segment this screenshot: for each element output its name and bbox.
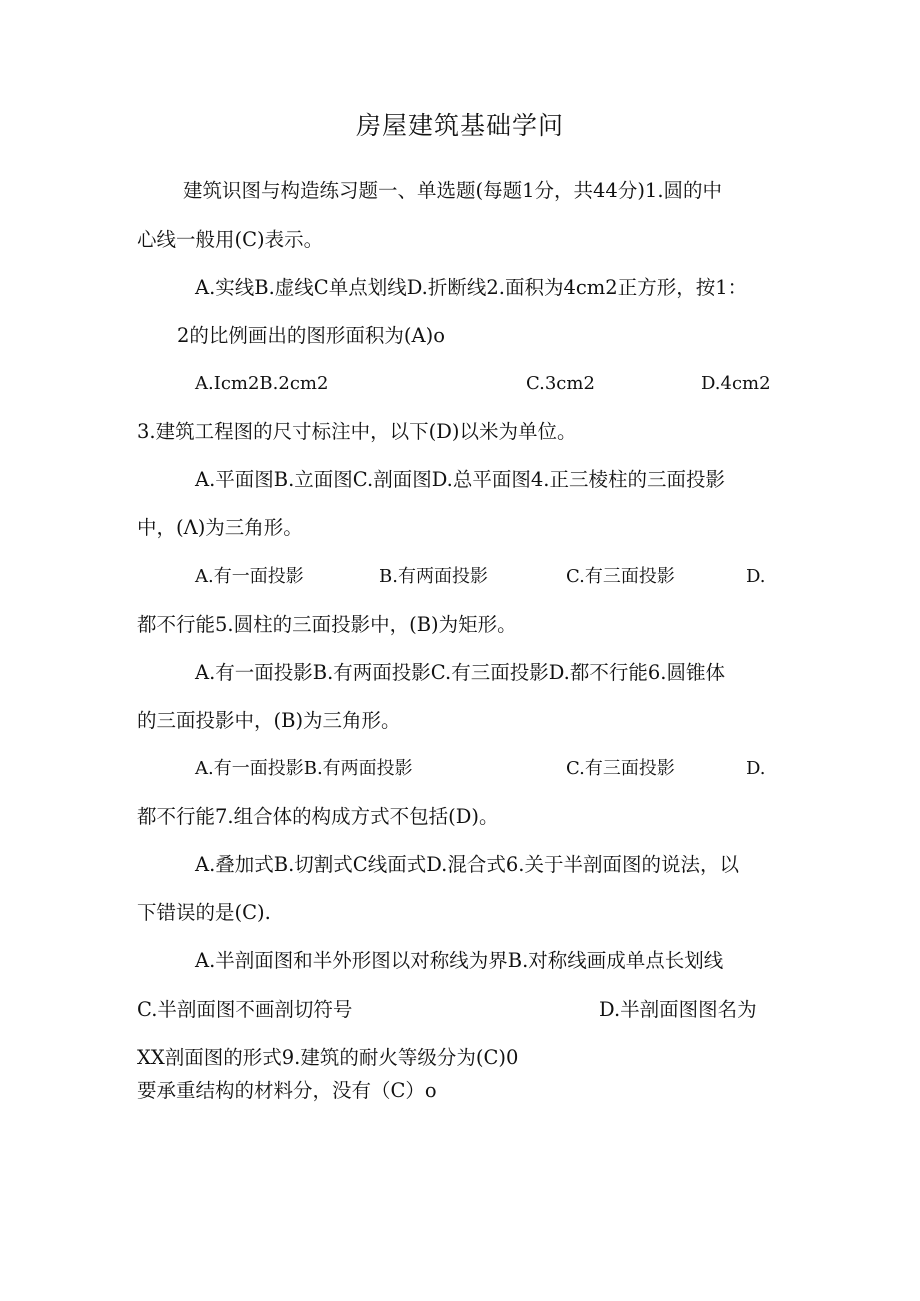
option-d: D.4cm2 <box>701 373 771 394</box>
text-line: 都不行能7.组合体的构成方式不包括(D)。 <box>137 805 499 828</box>
option-c: C.3cm2 <box>526 373 595 394</box>
document-title: 房屋建筑基础学问 <box>355 111 564 140</box>
text-line: 的三面投影中，(B)为三角形。 <box>137 709 401 732</box>
text-line: 心线一般用(C)表示。 <box>137 228 324 251</box>
text-line: A.平面图B.立面图C.剖面图D.总平面图4.正三棱柱的三面投影 <box>195 468 725 491</box>
text-line: 下错误的是(C). <box>137 901 271 924</box>
text-line: 建筑识图与构造练习题一、单选题(每题1分，共44分)1.圆的中 <box>183 179 723 202</box>
text-line: A.有一面投影B.有两面投影C.有三面投影D.都不行能6.圆锥体 <box>195 661 725 684</box>
option-a-b: A.Icm2B.2cm2 <box>195 373 329 394</box>
option-c: C.有三面投影 <box>566 758 675 779</box>
text-line: 都不行能5.圆柱的三面投影中，(B)为矩形。 <box>137 613 517 636</box>
option-c: C.有三面投影 <box>566 566 675 587</box>
text-line: 3.建筑工程图的尺寸标注中，以下(D)以米为单位。 <box>137 420 577 443</box>
text-line: A.半剖面图和半外形图以对称线为界B.对称线画成单点长划线 <box>195 949 724 972</box>
text-line: XX剖面图的形式9.建筑的耐火等级分为(C)0 <box>137 1046 519 1069</box>
text-line: 中，(Λ)为三角形。 <box>137 516 303 539</box>
option-a-b: A.有一面投影B.有两面投影 <box>195 758 413 779</box>
option-b: B.有两面投影 <box>379 566 488 587</box>
text-line: A.实线B.虚线C单点划线D.折断线2.面积为4cm2正方形，按1： <box>195 276 748 299</box>
text-line: 2的比例画出的图形面积为(A)o <box>177 324 445 347</box>
option-d: D. <box>746 566 766 587</box>
option-c: C.半剖面图不画剖切符号 <box>137 998 353 1021</box>
text-line: 要承重结构的材料分，没有（C）o <box>137 1079 437 1102</box>
option-d: D.半剖面图图名为 <box>599 998 757 1021</box>
option-d: D. <box>746 758 766 779</box>
option-a: A.有一面投影 <box>195 566 304 587</box>
text-line: A.叠加式B.切割式C线面式D.混合式6.关于半剖面图的说法，以 <box>195 853 739 876</box>
